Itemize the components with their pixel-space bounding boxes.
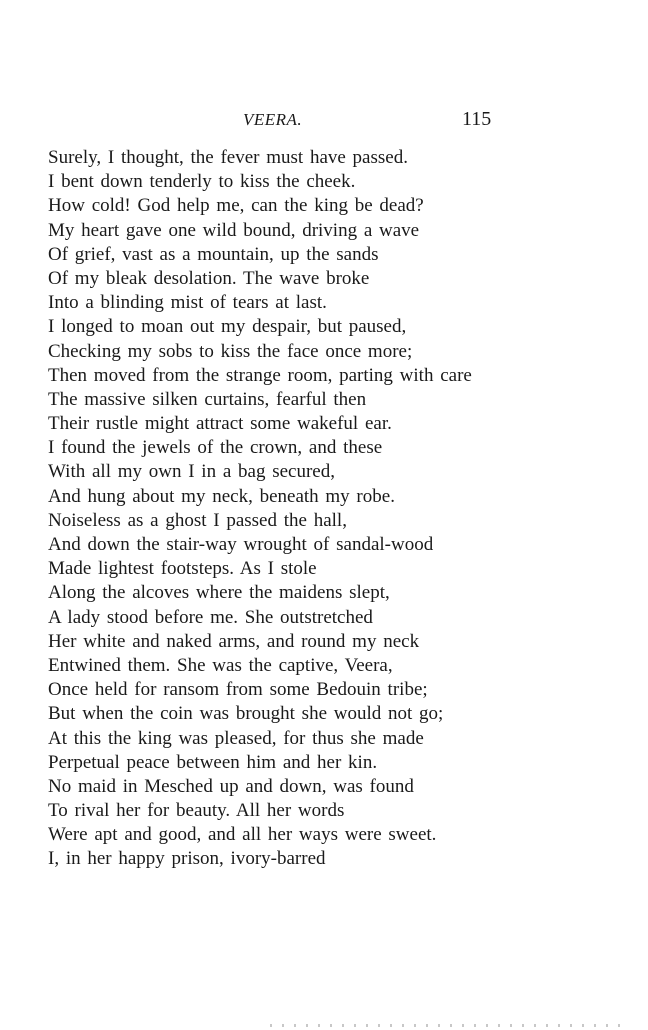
poem-line: To rival her for beauty. All her words xyxy=(48,800,345,822)
running-title: VEERA. xyxy=(243,110,303,129)
poem-line: At this the king was pleased, for thus she made xyxy=(48,727,424,749)
poem-line: Made lightest footsteps. As I stole xyxy=(48,558,317,580)
poem-line: Perpetual peace between him and her kin. xyxy=(48,751,378,773)
poem-line: Were apt and good, and all her ways were sweet. xyxy=(48,824,437,846)
poem-line: Noiseless as a ghost I passed the hall, xyxy=(48,509,347,531)
poem-line: And down the stair-way wrought of sandal-wood xyxy=(48,534,434,555)
poem-line: Her white and naked arms, and round my neck xyxy=(48,630,420,652)
poem-text xyxy=(48,146,518,872)
poem-line: Checking my sobs to kiss the face once more; xyxy=(48,340,413,362)
running-head xyxy=(0,108,648,136)
poem-line: Surely, I thought, the fever must have passed. xyxy=(48,147,408,168)
page-number: 115 xyxy=(462,108,492,130)
poem-line: I found the jewels of the crown, and these xyxy=(48,437,383,459)
poem-line: How cold! God help me, can the king be dead? xyxy=(48,195,424,217)
poem-line: Along the alcoves where the maidens slept, xyxy=(48,582,390,604)
poem-line: With all my own I in a bag secured, xyxy=(48,461,335,483)
poem-line: A lady stood before me. She outstretched xyxy=(48,606,373,628)
poem-line: My heart gave one wild bound, driving a wave xyxy=(48,219,420,241)
poem-line: I bent down tenderly to kiss the cheek. xyxy=(48,171,356,193)
poem-line: I longed to moan out my despair, but paused, xyxy=(48,316,407,338)
poem-line: Of grief, vast as a mountain, up the sands xyxy=(48,243,379,265)
poem-line: Into a blinding mist of tears at last. xyxy=(48,292,327,314)
poem-line: But when the coin was brought she would not go; xyxy=(48,703,444,725)
poem-line: Once held for ransom from some Bedouin tribe; xyxy=(48,679,428,701)
poem-line: The massive silken curtains, fearful then xyxy=(48,388,367,410)
poem-line: No maid in Mesched up and down, was found xyxy=(48,775,414,797)
poem-line: Their rustle might attract some wakeful ear. xyxy=(48,413,392,435)
poem-line: Then moved from the strange room, parting with care xyxy=(48,364,472,386)
poem-line: I, in her happy prison, ivory-barred xyxy=(48,848,326,870)
scan-artifact-marks xyxy=(270,1024,630,1027)
poem-line: Entwined them. She was the captive, Veera, xyxy=(48,654,393,676)
poem-line: Of my bleak desolation. The wave broke xyxy=(48,267,370,289)
poem-line: And hung about my neck, beneath my robe. xyxy=(48,485,395,507)
